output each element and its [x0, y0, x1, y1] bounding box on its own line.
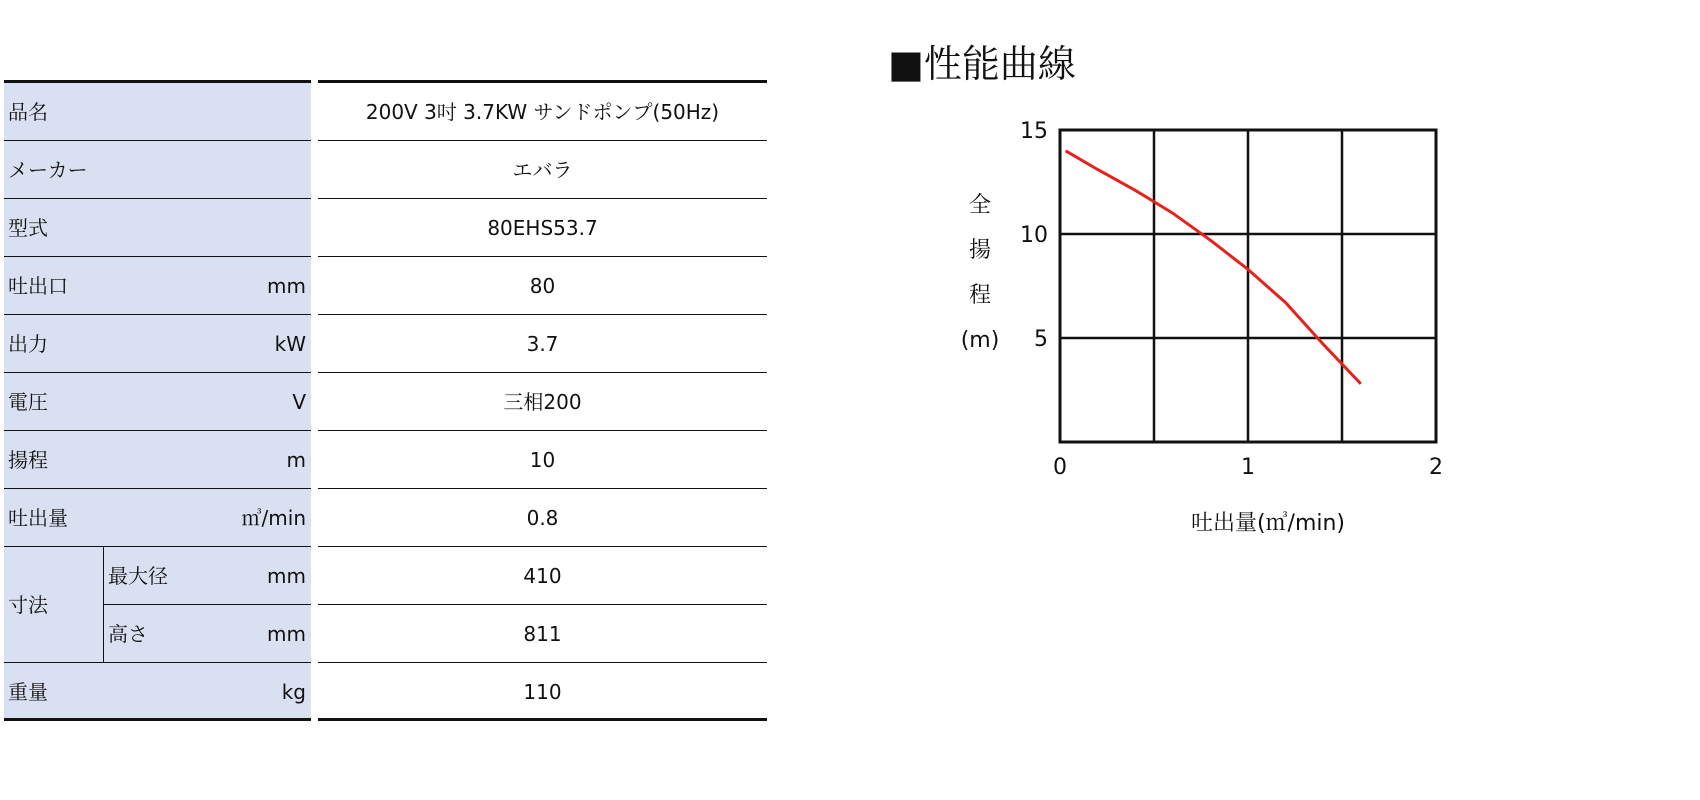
- row-unit: m: [286, 448, 306, 472]
- table-row: [4, 83, 767, 141]
- table-row: [4, 257, 767, 315]
- chart-grid: [1060, 130, 1436, 442]
- row-label: 揚程: [8, 448, 48, 472]
- row-value: 811: [318, 605, 767, 663]
- chart-title: ■性能曲線: [888, 42, 1076, 86]
- row-value: 110: [318, 663, 767, 721]
- row-value: 200V 3吋 3.7KW サンドポンプ(50Hz): [318, 83, 767, 141]
- table-row: [4, 431, 767, 489]
- performance-curve: [1066, 151, 1361, 384]
- chart-series: [1066, 151, 1361, 384]
- row-label-cell: [4, 257, 311, 315]
- x-tick-label: 2: [1429, 455, 1443, 480]
- row-label-cell: [4, 663, 311, 721]
- row-label: 電圧: [8, 390, 48, 414]
- row-unit: mm: [267, 564, 306, 588]
- row-unit: V: [292, 390, 306, 414]
- row-label: 吐出量: [8, 506, 68, 530]
- x-axis-label: 吐出量(㎥/min): [1190, 511, 1346, 536]
- y-axis-label-char: 程: [968, 283, 992, 308]
- row-label-cell: [4, 315, 311, 373]
- table-row: [4, 315, 767, 373]
- performance-chart: [940, 110, 1460, 550]
- row-label-cell: [4, 141, 311, 199]
- y-tick-label: 15: [1020, 119, 1048, 144]
- row-value: エバラ: [318, 141, 767, 199]
- table-row: [4, 141, 767, 199]
- row-label: 出力: [8, 332, 48, 356]
- row-value: 80EHS53.7: [318, 199, 767, 257]
- row-value: 10: [318, 431, 767, 489]
- row-value: 0.8: [318, 489, 767, 547]
- table-row: [4, 199, 767, 257]
- row-unit: kW: [274, 332, 306, 356]
- table-row: [4, 547, 767, 605]
- row-label: 高さ: [108, 622, 148, 646]
- table-row: [4, 605, 767, 663]
- row-value: 410: [318, 547, 767, 605]
- row-label-cell: [104, 605, 311, 663]
- row-label-cell: [4, 489, 311, 547]
- row-unit: mm: [267, 274, 306, 298]
- row-unit: ㎥/min: [241, 506, 306, 530]
- table-row: [4, 373, 767, 431]
- x-tick-label: 1: [1241, 455, 1255, 480]
- table-row: [4, 663, 767, 721]
- table-row: [4, 489, 767, 547]
- row-label-cell: [4, 83, 311, 141]
- y-axis-label-char: 揚: [968, 238, 992, 263]
- x-tick-label: 0: [1053, 455, 1067, 480]
- row-label-cell: [4, 431, 311, 489]
- y-axis-label-char: 全: [968, 193, 992, 218]
- row-label: 型式: [8, 216, 48, 240]
- dimensions-label: 寸法: [8, 593, 48, 617]
- row-label: 品名: [8, 100, 48, 124]
- y-tick-label: 10: [1020, 223, 1048, 248]
- row-label: 吐出口: [8, 274, 68, 298]
- row-unit: kg: [281, 680, 306, 704]
- row-label: メーカー: [8, 158, 88, 182]
- row-value: 3.7: [318, 315, 767, 373]
- y-axis-label-char: (m): [960, 328, 1000, 353]
- row-value: 80: [318, 257, 767, 315]
- row-label-cell: [4, 199, 311, 257]
- row-label: 最大径: [108, 564, 168, 588]
- y-tick-label: 5: [1034, 327, 1048, 352]
- y-axis-label: [961, 193, 1000, 353]
- row-label-cell: [104, 547, 311, 605]
- row-label-cell: [4, 373, 311, 431]
- chart-ticks: [1020, 119, 1443, 480]
- row-value: 三相200: [318, 373, 767, 431]
- row-unit: mm: [267, 622, 306, 646]
- row-label: 重量: [8, 680, 48, 704]
